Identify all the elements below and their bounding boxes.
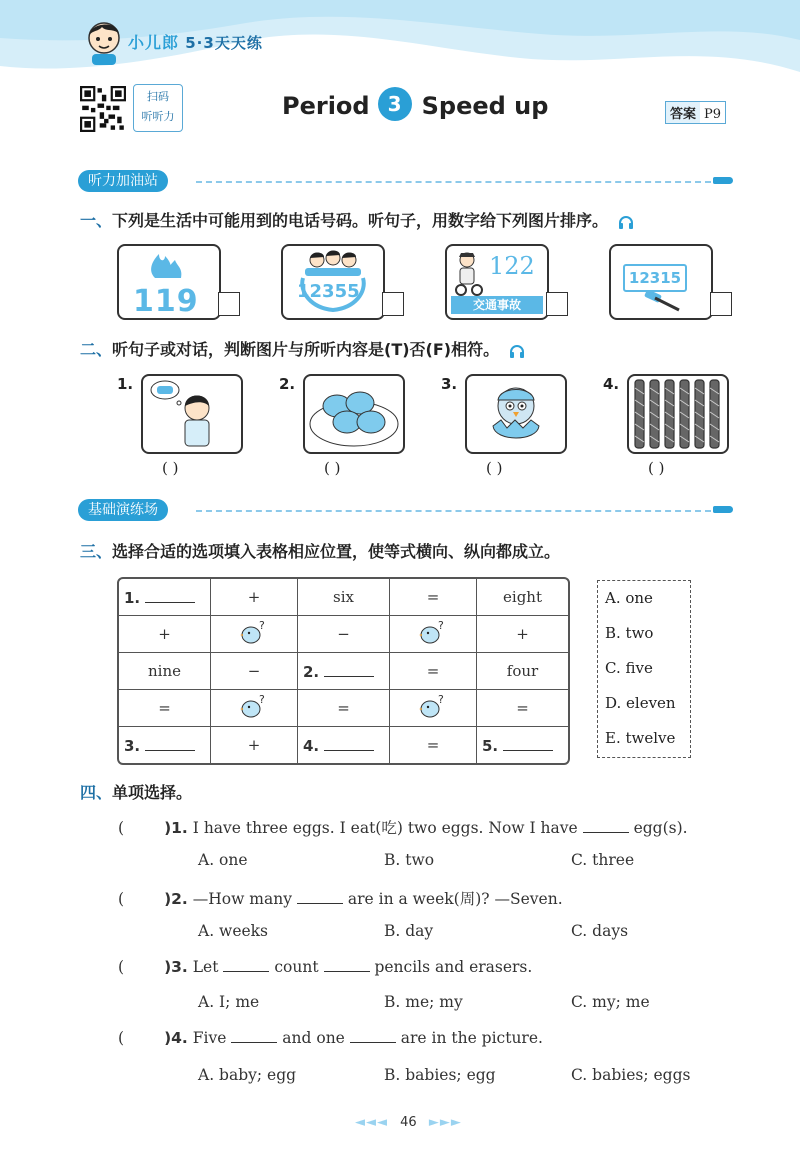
phone-number-traffic: 122 — [489, 252, 535, 280]
left-arrows-icon: ◄◄◄ — [355, 1115, 388, 1130]
page-title — [282, 90, 548, 124]
grid-cell: + — [211, 579, 298, 616]
pencil-icon — [713, 177, 733, 184]
answer-blank[interactable] — [583, 820, 629, 833]
mcq-question-1: ( )1. I have three eggs. I eat(吃) two eggs. Now I have egg(s). — [118, 819, 688, 837]
scan-to-listen-label[interactable]: 扫码 听听力 — [133, 84, 183, 132]
q2-answer-paren[interactable]: ( ) — [162, 459, 179, 477]
brand-title — [128, 30, 263, 53]
section-divider — [196, 181, 711, 183]
page-footer — [355, 1115, 462, 1130]
grid-cell: = — [390, 727, 477, 764]
gavel-icon — [641, 290, 685, 314]
q2-heading — [80, 337, 525, 360]
period-number-badge: 3 — [378, 87, 412, 121]
q2-picture-boy-thinking — [141, 374, 243, 454]
grid-cell: + — [211, 727, 298, 764]
q2-item-number: 4. — [603, 375, 620, 393]
answer-paren[interactable]: ( — [118, 1029, 125, 1047]
q2-answer-paren[interactable]: ( ) — [324, 459, 341, 477]
chick-question-icon — [239, 693, 269, 719]
q2-number: 二、 — [80, 340, 113, 359]
brand-name: 小儿郎 — [128, 33, 180, 52]
grid-cell: − — [298, 616, 390, 653]
svg-text:?: ? — [438, 619, 444, 632]
headphones-icon[interactable] — [618, 215, 634, 229]
phone-picture-fire — [117, 244, 221, 320]
svg-text:?: ? — [259, 619, 265, 632]
q2-picture-ropes — [627, 374, 729, 454]
equation-grid — [117, 577, 570, 765]
answer-label: 答案 — [666, 102, 700, 123]
q2-picture-eggs — [303, 374, 405, 454]
grid-cell: = — [390, 579, 477, 616]
mcq-option[interactable]: B. babies; egg — [384, 1066, 496, 1084]
hatching-chick-icon — [467, 376, 565, 452]
chick-question-icon — [239, 619, 269, 645]
option-item: C. five — [605, 659, 653, 677]
q4-heading — [80, 780, 192, 803]
answer-paren[interactable]: ( — [118, 819, 125, 837]
answer-box-1[interactable] — [218, 292, 240, 316]
answer-page-badge[interactable] — [665, 101, 726, 124]
q1-number: 一、 — [80, 211, 113, 230]
grid-cell: + — [119, 616, 211, 653]
section-divider — [196, 510, 711, 512]
q4-text: 单项选择。 — [112, 783, 193, 802]
grid-cell-unknown[interactable] — [211, 690, 298, 727]
grid-cell-blank[interactable]: 3. — [119, 727, 211, 764]
grid-cell: − — [211, 653, 298, 690]
boy-mascot-icon — [82, 18, 126, 66]
mcq-option[interactable]: C. three — [571, 851, 635, 869]
mcq-question-4: ( )4. Five and one are in the picture. — [118, 1029, 543, 1047]
phone-number-youth: 12355 — [297, 281, 360, 302]
grid-cell: four — [477, 653, 569, 690]
question-number: )1. — [164, 819, 188, 837]
answer-blank[interactable] — [324, 959, 370, 972]
grid-cell-blank[interactable]: 5. — [477, 727, 569, 764]
page-number: 46 — [400, 1115, 417, 1130]
mcq-option[interactable]: B. two — [384, 851, 435, 869]
option-item: E. twelve — [605, 729, 676, 747]
grid-cell-blank[interactable]: 1. — [119, 579, 211, 616]
traffic-police-icon — [451, 250, 485, 296]
chick-question-icon — [418, 693, 448, 719]
mcq-option[interactable]: C. days — [571, 922, 629, 940]
q2-item-number: 2. — [279, 375, 296, 393]
answer-blank[interactable] — [297, 891, 343, 904]
q3-heading — [80, 539, 560, 562]
mcq-option[interactable]: A. baby; egg — [198, 1066, 297, 1084]
answer-page: P9 — [704, 107, 722, 122]
phone-number-fire: 119 — [133, 284, 199, 319]
option-item: A. one — [605, 589, 653, 607]
phone-picture-consumer — [609, 244, 713, 320]
grid-cell: = — [477, 690, 569, 727]
section-tag-listening: 听力加油站 — [78, 170, 168, 192]
grid-cell: = — [298, 690, 390, 727]
svg-text:?: ? — [259, 693, 265, 706]
answer-blank[interactable] — [350, 1030, 396, 1043]
title-topic: Speed up — [421, 92, 549, 120]
q4-number: 四、 — [80, 783, 113, 802]
qr-code-icon[interactable] — [80, 86, 126, 132]
answer-box-4[interactable] — [710, 292, 732, 316]
q2-item-number: 1. — [117, 375, 134, 393]
grid-cell: = — [119, 690, 211, 727]
question-number: )3. — [164, 958, 188, 976]
q2-picture-chick — [465, 374, 567, 454]
mcq-option[interactable]: C. my; me — [571, 993, 650, 1011]
answer-paren[interactable]: ( — [118, 890, 125, 908]
answer-paren[interactable]: ( — [118, 958, 125, 976]
q2-text: 听句子或对话，判断图片与所听内容是(T)否(F)相符。 — [112, 340, 500, 359]
phone-picture-youth — [281, 244, 385, 320]
mcq-option[interactable]: A. I; me — [198, 993, 260, 1011]
grid-cell-unknown[interactable] — [211, 616, 298, 653]
mcq-option[interactable]: B. me; my — [384, 993, 463, 1011]
option-item: D. eleven — [605, 694, 676, 712]
right-arrows-icon: ►►► — [428, 1115, 462, 1130]
grid-cell-blank[interactable]: 2. — [298, 653, 390, 690]
option-item: B. two — [605, 624, 654, 642]
grid-cell: six — [298, 579, 390, 616]
q2-answer-paren[interactable]: ( ) — [486, 459, 503, 477]
mcq-option[interactable]: A. weeks — [198, 922, 269, 940]
boy-thinking-icon — [143, 376, 241, 452]
phone-picture-traffic — [445, 244, 549, 320]
series-name: 5·3天天练 — [185, 34, 263, 52]
q3-text: 选择合适的选项填入表格相应位置，使等式横向、纵向都成立。 — [112, 542, 561, 561]
grid-cell: nine — [119, 653, 211, 690]
mcq-option[interactable]: A. one — [198, 851, 248, 869]
grid-cell: + — [477, 616, 569, 653]
q2-answer-paren[interactable]: ( ) — [648, 459, 665, 477]
answer-box-2[interactable] — [382, 292, 404, 316]
svg-text:?: ? — [438, 693, 444, 706]
mcq-question-2: ( )2. —How many are in a week(周)? —Seven. — [118, 890, 563, 908]
ropes-icon — [629, 376, 727, 452]
mcq-question-3: ( )3. Let count pencils and erasers. — [118, 958, 533, 976]
question-number: )2. — [164, 890, 188, 908]
q1-heading — [80, 208, 634, 231]
traffic-caption: 交通事故 — [451, 296, 543, 314]
answer-box-3[interactable] — [546, 292, 568, 316]
section-tag-basic: 基础演练场 — [78, 499, 168, 521]
q1-text: 下列是生活中可能用到的电话号码。听句子，用数字给下列图片排序。 — [112, 211, 609, 230]
mcq-option[interactable]: C. babies; eggs — [571, 1066, 691, 1084]
answer-blank[interactable] — [223, 959, 269, 972]
phone-number-consumer: 12315 — [623, 264, 687, 292]
grid-cell-unknown[interactable] — [390, 690, 477, 727]
answer-blank[interactable] — [231, 1030, 277, 1043]
grid-cell-unknown[interactable] — [390, 616, 477, 653]
q3-number: 三、 — [80, 542, 113, 561]
options-box — [597, 580, 691, 758]
headphones-icon[interactable] — [509, 344, 525, 358]
fire-icon — [143, 250, 191, 280]
grid-cell-blank[interactable]: 4. — [298, 727, 390, 764]
pencil-icon — [713, 506, 733, 513]
eggs-plate-icon — [305, 376, 403, 452]
chick-question-icon — [418, 619, 448, 645]
question-number: )4. — [164, 1029, 188, 1047]
q2-item-number: 3. — [441, 375, 458, 393]
mcq-option[interactable]: B. day — [384, 922, 434, 940]
grid-cell: eight — [477, 579, 569, 616]
grid-cell: = — [390, 653, 477, 690]
title-period: Period — [282, 92, 370, 120]
